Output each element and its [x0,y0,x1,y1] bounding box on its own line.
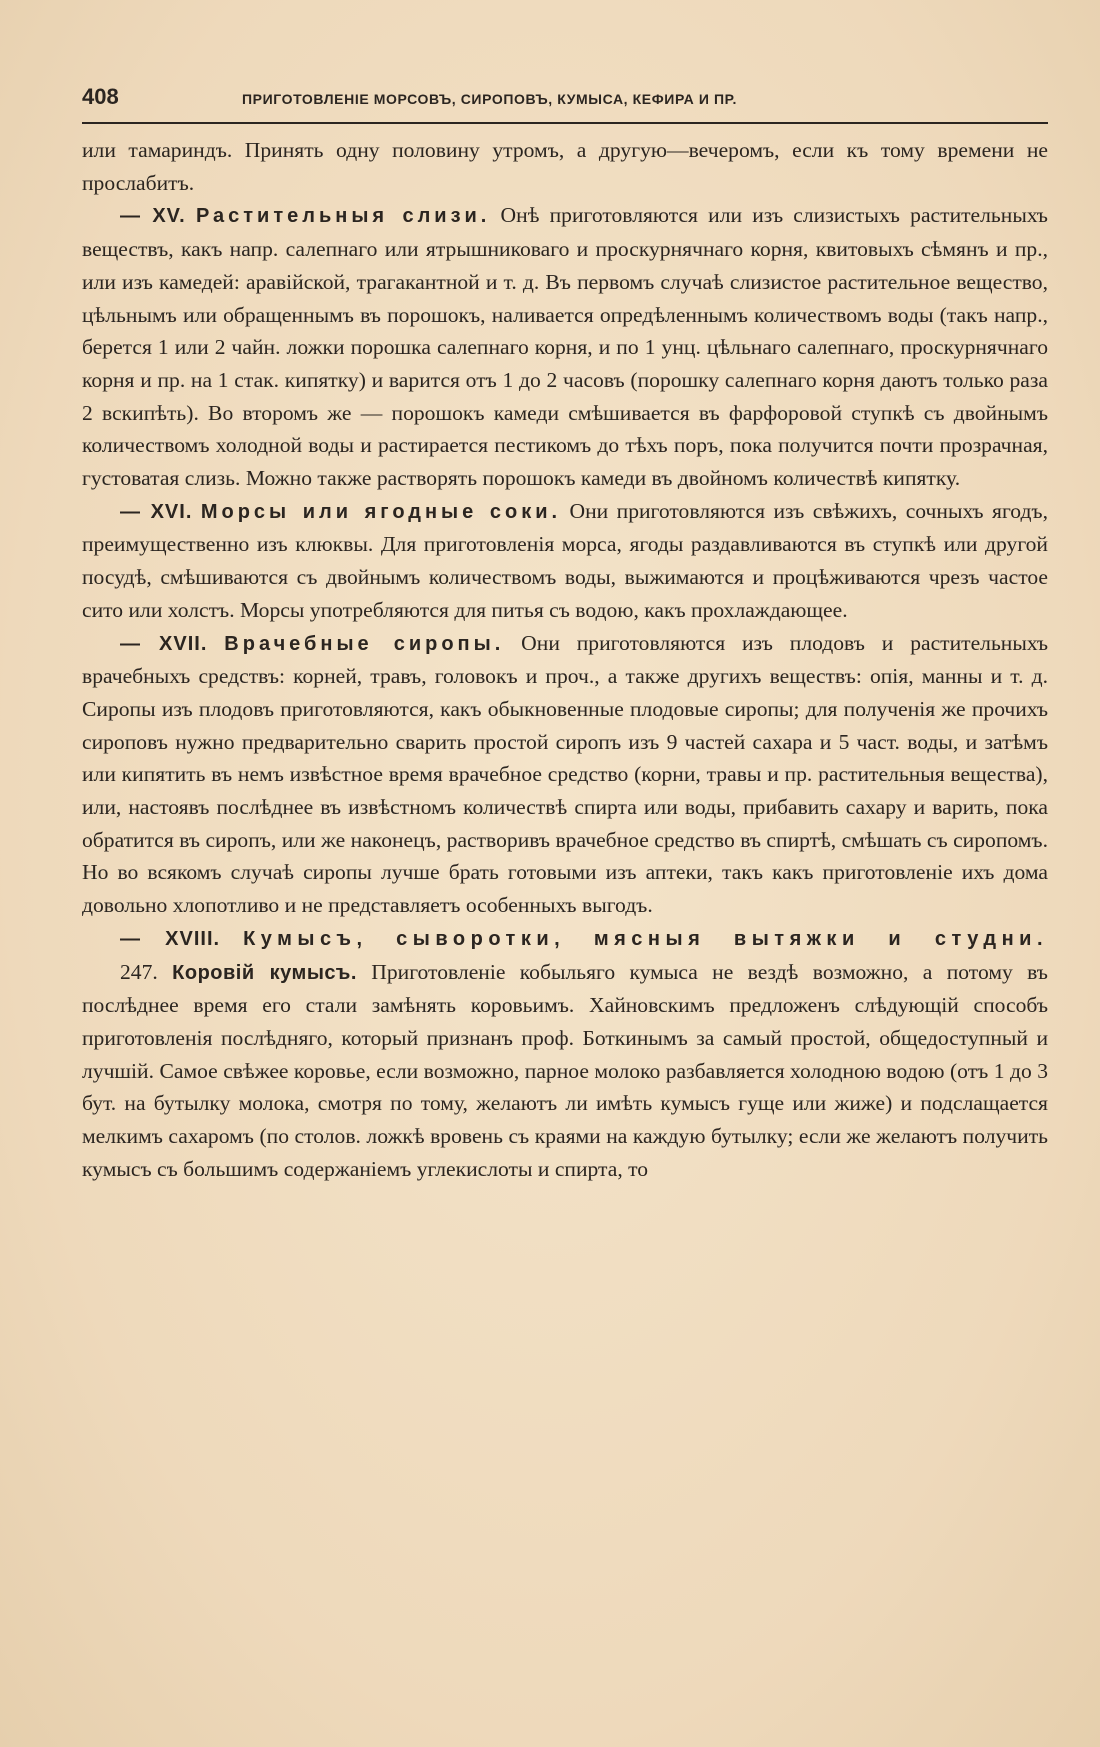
section-xv-title: Растительныя слизи. [195,205,491,228]
section-xvii-title: Врачебные сиропы. [224,632,505,655]
section-xvi [82,495,1048,627]
continuation-paragraph: или тамариндъ. Принять одну половину утромъ, а другую—вечеромъ, если къ тому времени не прослабитъ. [82,138,1048,195]
recipe-247-title: Коровій кумысъ. [172,961,357,984]
section-xviii-number: — XVIII. [120,927,221,950]
page-number: 408 [82,84,119,109]
book-page [82,84,1048,1186]
recipe-247-number: 247. [120,959,158,984]
section-xv [82,199,1048,494]
section-xviii-title: Кумысъ, сыворотки, мясныя вытяжки и студни. [243,927,1048,950]
section-xvi-number: — XVI. [120,500,193,523]
running-head [82,84,1048,124]
section-xvii-text: Они приготовляются изъ плодовъ и растительныхъ врачебныхъ средствъ: корней, травъ, головокъ и проч., а также другихъ веществъ: опія, манны и т. д. Сиропы изъ плодовъ приготовляются, какъ обыкновенные плодовые сиропы; для полученія же прочихъ сироповъ нужно предварительно сварить простой сиропъ изъ 9 частей сахара и 5 част. воды, и затѣмъ или кипятить въ немъ извѣстное время врачебное средство (корни, травы и пр. растительныя вещества), или, настоявъ послѣднее въ извѣстномъ количествѣ спирта или воды, прибавить сахару и варить, пока обратится въ сиропъ, или же наконецъ, растворивъ врачебное средство въ спиртѣ, смѣшать съ сиропомъ. Но во всякомъ случаѣ сиропы лучше брать готовыми изъ аптеки, такъ какъ приготовленіе ихъ дома довольно хлопотливо и не представляетъ особенныхъ выгодъ. [82,630,1048,918]
recipe-247-text: Приготовленіе кобыльяго кумыса не вездѣ возможно, а потому въ послѣднее время его стали замѣнять коровьимъ. Хайновскимъ предложенъ слѣдующій способъ приготовленія послѣдняго, который признанъ проф. Боткинымъ за самый простой, общедоступный и лучшій. Самое свѣжее коровье, если возможно, парное молоко разбавляется холодною водою (отъ 1 до 3 бут. на бутылку молока, смотря по тому, желаютъ ли имѣть кумысъ гуще или жиже) и подслащается мелкимъ сахаромъ (по столов. ложкѣ вровень съ краями на каждую бутылку; если же желаютъ получить кумысъ съ большимъ содержаніемъ углекислоты и спирта, то [82,959,1048,1181]
running-title: ПРИГОТОВЛЕНІЕ МОРСОВЪ, СИРОПОВЪ, КУМЫСА, КЕФИРА И ПР. [242,91,738,107]
section-xv-text: Онѣ приготовляются или изъ слизистыхъ растительныхъ веществъ, какъ напр. салепнаго или ятрышниковаго и проскурнячнаго корня, квитовыхъ сѣмянъ и пр., или изъ камедей: аравійской, трагакантной и т. д. Въ первомъ случаѣ слизистое растительное вещество, цѣльнымъ или обращеннымъ въ порошокъ, наливается опредѣленнымъ количествомъ воды (такъ напр., берется 1 или 2 чайн. ложки порошка салепнаго корня, и по 1 унц. цѣльнаго салепнаго, проскурнячнаго корня и пр. на 1 стак. кипятку) и варится отъ 1 до 2 часовъ (порошку салепнаго корня даютъ только раза 2 вскипѣть). Во второмъ же — порошокъ камеди смѣшивается въ фарфоровой ступкѣ съ двойнымъ количествомъ холодной воды и растирается пестикомъ до тѣхъ поръ, пока получится почти прозрачная, густоватая слизь. Можно также растворять порошокъ камеди въ двойномъ количествѣ кипятку. [82,203,1048,491]
section-xvi-text: Они приготовляются изъ свѣжихъ, сочныхъ ягодъ, преимущественно изъ клюквы. Для приготовленія морса, ягоды раздавливаются въ ступкѣ или другой посудѣ, смѣшиваются съ двойнымъ количествомъ воды, выжимаются и процѣживаются чрезъ частое сито или холстъ. Морсы употребляются для питья съ водою, какъ прохлаждающее. [82,498,1048,622]
section-xv-number: — XV. [120,205,186,228]
section-xvii [82,627,1048,922]
section-xvi-title: Морсы или ягодные соки. [200,500,562,523]
page-body [82,134,1048,1186]
recipe-247 [82,956,1048,1186]
section-xvii-number: — XVII. [120,632,208,655]
section-xviii [82,922,1048,956]
